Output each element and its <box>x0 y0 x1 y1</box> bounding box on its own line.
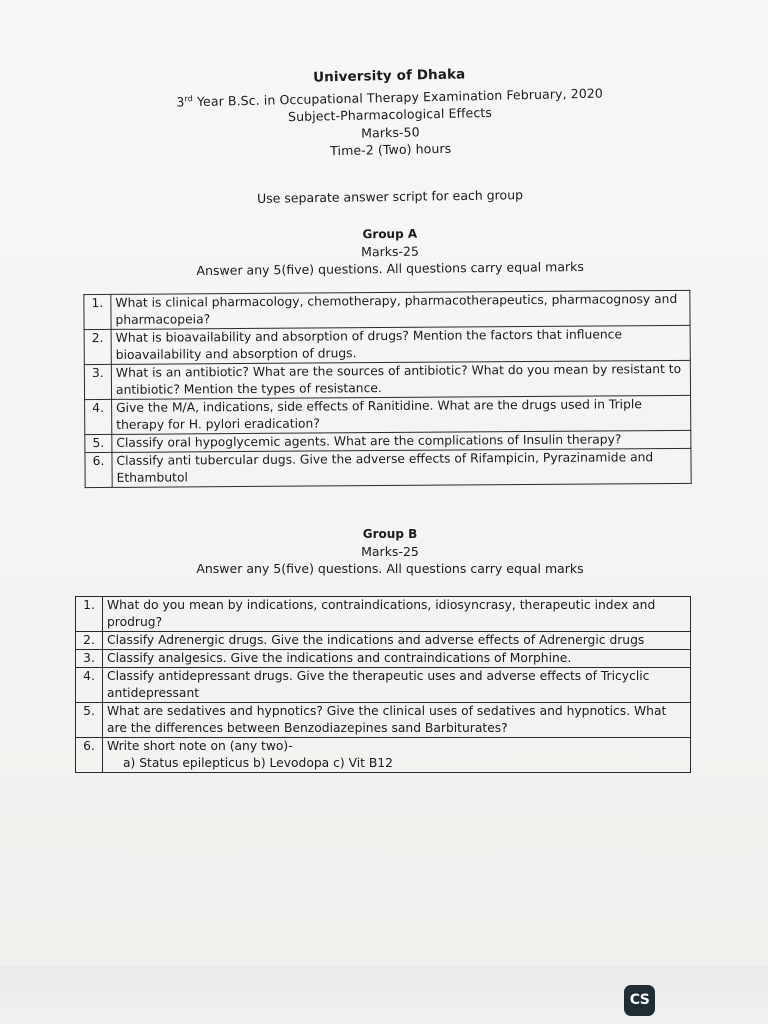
question-text: What do you mean by indications, contraindications, idiosyncrasy, therapeutic index and prodrug? <box>107 598 656 629</box>
question-number: 5. <box>76 703 103 738</box>
question-row <box>76 703 691 738</box>
camscanner-logo: CS <box>624 985 655 1016</box>
question-row <box>85 448 691 487</box>
university-title: University of Dhaka <box>312 66 466 86</box>
question-number: 1. <box>76 597 103 632</box>
question-cell <box>103 703 691 738</box>
question-cell <box>103 632 691 650</box>
question-number: 3. <box>76 650 103 668</box>
question-number: 1. <box>84 294 111 329</box>
question-row <box>85 395 691 434</box>
question-number: 2. <box>84 329 111 364</box>
group-b-title: Group B <box>362 527 418 541</box>
question-cell <box>112 448 691 487</box>
question-text: Give the M/A, indications, side effects of Ranitidine. What are the drugs used in Triple therapy for H. pylori eradication? <box>116 397 642 432</box>
group-b-instruction: Answer any 5(five) questions. All questions carry equal marks <box>196 561 584 576</box>
question-text: What is bioavailability and absorption of drugs? Mention the factors that influence bioavailability and absorption of drugs. <box>115 327 623 362</box>
question-row <box>84 360 690 399</box>
group-b-marks: Marks-25 <box>361 544 419 559</box>
question-number: 4. <box>85 399 112 434</box>
question-number: 6. <box>85 452 112 487</box>
question-cell <box>111 360 690 399</box>
question-row <box>84 290 690 329</box>
question-cell <box>111 325 690 364</box>
question-number: 4. <box>76 668 103 703</box>
question-text: Classify anti tubercular dugs. Give the adverse effects of Rifampicin, Pyrazinamide and Ethambutol <box>116 450 654 485</box>
group-a-heading <box>130 223 651 279</box>
question-number: 2. <box>76 632 103 650</box>
group-a-questions <box>84 290 691 487</box>
group-b-questions <box>76 597 691 773</box>
question-cell <box>111 290 690 329</box>
group-a-title: Group A <box>362 226 418 242</box>
question-text: What are sedatives and hypnotics? Give the clinical uses of sedatives and hypnotics. What are the differences between Benzodiazepines sand Barbiturates? <box>107 704 667 735</box>
question-cell <box>103 738 691 773</box>
question-text: What is clinical pharmacology, chemotherapy, pharmacotherapeutics, pharmacognosy and pharmacopeia? <box>115 291 678 327</box>
question-number: 5. <box>85 434 112 452</box>
subject-line: Subject-Pharmacological Effects <box>287 104 493 125</box>
general-instruction: Use separate answer script for each group <box>256 187 524 206</box>
year-superscript: rd <box>184 93 193 103</box>
time-line: Time-2 (Two) hours <box>330 140 452 159</box>
question-row <box>76 738 691 773</box>
question-number: 6. <box>76 738 103 773</box>
exam-header <box>159 63 621 163</box>
group-a-marks: Marks-25 <box>361 243 419 260</box>
total-marks: Marks-50 <box>360 123 420 141</box>
question-cell <box>103 650 691 668</box>
question-subtext: a) Status epilepticus b) Levodopa c) Vit B12 <box>123 756 393 770</box>
year-number: 3 <box>176 93 185 109</box>
question-text: Write short note on (any two)- <box>107 739 293 753</box>
group-b-question-table <box>75 596 691 773</box>
question-number: 3. <box>84 364 111 399</box>
question-text: Classify Adrenergic drugs. Give the indications and adverse effects of Adrenergic drugs <box>107 633 645 647</box>
question-row <box>84 325 690 364</box>
group-b-heading <box>130 526 650 577</box>
question-cell <box>112 395 691 434</box>
question-cell <box>103 668 691 703</box>
question-text: Classify analgesics. Give the indications and contraindications of Morphine. <box>107 651 572 665</box>
question-row <box>76 632 691 650</box>
exam-description: Year B.Sc. in Occupational Therapy Examination February, 2020 <box>192 85 604 109</box>
question-text: Classify oral hypoglycemic agents. What are the complications of Insulin therapy? <box>116 432 622 450</box>
question-row <box>76 597 691 632</box>
question-text: What is an antibiotic? What are the sources of antibiotic? What do you mean by resistant to antibiotic? Mention the types of resistance. <box>115 361 682 397</box>
question-cell <box>103 597 691 632</box>
group-a-question-table <box>83 290 691 488</box>
question-row <box>76 668 691 703</box>
question-text: Classify antidepressant drugs. Give the therapeutic uses and adverse effects of Tricyclic antidepressant <box>107 669 650 700</box>
group-a-instruction: Answer any 5(five) questions. All questions carry equal marks <box>196 258 584 279</box>
question-row <box>76 650 691 668</box>
